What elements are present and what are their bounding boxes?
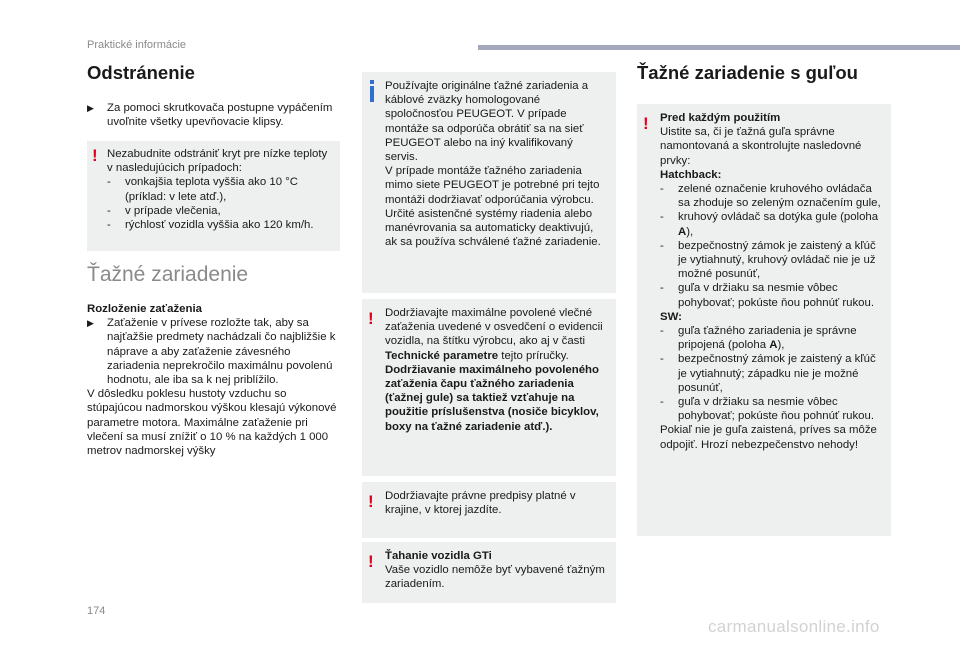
watermark: carmanualsonline.info: [708, 617, 880, 636]
list-item: - rýchlosť vozidla vyššia ako 120 km/h.: [107, 219, 314, 232]
warning-exclamation-icon: !: [643, 114, 649, 133]
info-text-1: Používajte originálne ťažné zariadenia a káblové zväzky homologované spoločnosťou PEUGEOT. V prípade montáže sa odporúča obrátiť sa na sieť PEUGEOT alebo na iný kvalifikovaný servis.: [385, 80, 589, 164]
warning-ball-title: Pred každým použitím: [660, 112, 781, 124]
load-title: Rozloženie zaťaženia: [87, 303, 202, 315]
list-item: - bezpečnostný zámok je zaistený a kľúč je vytiahnutý, kruhový ovládač nie je už možné posunúť,: [660, 239, 876, 281]
list-item: - zelené označenie kruhového ovládača sa zhoduje so zeleným označením gule,: [660, 183, 881, 210]
warning-box-law: [362, 482, 616, 538]
page-number: 174: [87, 605, 106, 617]
load-section: [87, 302, 340, 458]
sw-title: SW:: [660, 310, 682, 323]
list-item: - bezpečnostný zámok je zaistený a kľúč je vytiahnutý; západku nie je možné posunúť,: [660, 353, 876, 394]
warning-cover-intro: Nezabudnite odstrániť kryt pre nízke teploty v nasledujúcich prípadoch:: [107, 148, 328, 175]
warning-box-gti: [362, 542, 616, 603]
finger-bullet-icon: ▶: [87, 318, 94, 329]
info-icon: [370, 86, 374, 102]
warning-box-loads: [362, 299, 616, 476]
warning-gti-title: Ťahanie vozidla GTi: [385, 550, 492, 562]
load-step: ▶ Zaťaženie v prívese rozložte tak, aby sa najťažšie predmety nachádzali čo najbližšie k náprave a aby zaťaženie závesného zariadenia neprekročilo maximálnu povolenú hodnotu, ale iba sa k nej priblížilo.: [87, 317, 336, 387]
list-item: - guľa ťažného zariadenia je správne pripojená (poloha A),: [660, 325, 857, 352]
heading-removal: Odstránenie: [87, 62, 195, 83]
info-text-2: V prípade montáže ťažného zariadenia mimo siete PEUGEOT je potrebné pri tejto montáži dodržiavať odporúčania výrobcu. Určité asistenčné systémy riadenia alebo manévrovania sa automaticky deaktivujú, ak sa používa schválené ťažné zariadenie.: [385, 165, 601, 249]
finger-bullet-icon: ▶: [87, 103, 94, 113]
warning-box-cover: [87, 141, 340, 251]
warning-ball-intro: Uistite sa, či je ťažná guľa správne namontovaná a skontrolujte nasledovné prvky:: [660, 126, 862, 167]
list-item: - vonkajšia teplota vyššia ako 10 °C (príklad: v lete atď.),: [107, 176, 298, 203]
warning-loads-bold: Dodržiavanie maximálneho povoleného zaťaženia čapu ťažného zariadenia (ťažnej gule) sa taktiež vzťahuje na použitie príslušenstva (nosiče bicyklov, boxy na ťažné zariadenie atď.).: [385, 363, 599, 433]
warning-exclamation-icon: !: [92, 146, 98, 165]
heading-ball-towbar: Ťažné zariadenie s guľou: [637, 62, 858, 83]
list-item: - guľa v držiaku sa nesmie vôbec pohybovať; pokúste ňou pohnúť rukou.: [660, 282, 874, 309]
hatchback-title: Hatchback:: [660, 168, 722, 181]
warning-ball-outro: Pokiaľ nie je guľa zaistená, príves sa môže odpojiť. Hrozí nebezpečenstvo nehody!: [660, 424, 877, 451]
warning-box-ball: [637, 104, 891, 536]
list-item: - v prípade vlečenia,: [107, 204, 221, 217]
header-bar: [478, 45, 960, 50]
warning-exclamation-icon: !: [368, 309, 374, 328]
heading-towing: Ťažné zariadenie: [87, 263, 249, 286]
info-box-towbar: [362, 72, 616, 293]
warning-loads-text: Dodržiavajte maximálne povolené vlečné zaťaženia uvedené v osvedčení o evidencii vozidla, na štítku výrobcu, ako aj v časti Technické parametre tejto príručky.: [385, 307, 603, 362]
removal-step: ▶ Za pomoci skrutkovača postupne vypáčením uvoľnite všetky upevňovacie klipsy.: [87, 102, 333, 129]
section-header: Praktické informácie: [87, 39, 187, 51]
density-text: V dôsledku poklesu hustoty vzduchu so stúpajúcou nadmorskou výškou klesajú výkonové parametre motora. Maximálne zaťaženie pri vlečení sa musí znížiť o 10 % na každých 1 000 metrov nadmorskej výšky: [87, 388, 337, 458]
list-item: - kruhový ovládač sa dotýka gule (poloha A),: [660, 211, 879, 238]
warning-exclamation-icon: !: [368, 492, 374, 511]
warning-gti-text: Vaše vozidlo nemôže byť vybavené ťažným zariadením.: [385, 564, 605, 591]
list-item: - guľa v držiaku sa nesmie vôbec pohybovať; pokúste ňou pohnúť rukou.: [660, 396, 874, 423]
warning-exclamation-icon: !: [368, 552, 374, 571]
warning-law-text: Dodržiavajte právne predpisy platné v krajine, v ktorej jazdíte.: [385, 490, 576, 517]
